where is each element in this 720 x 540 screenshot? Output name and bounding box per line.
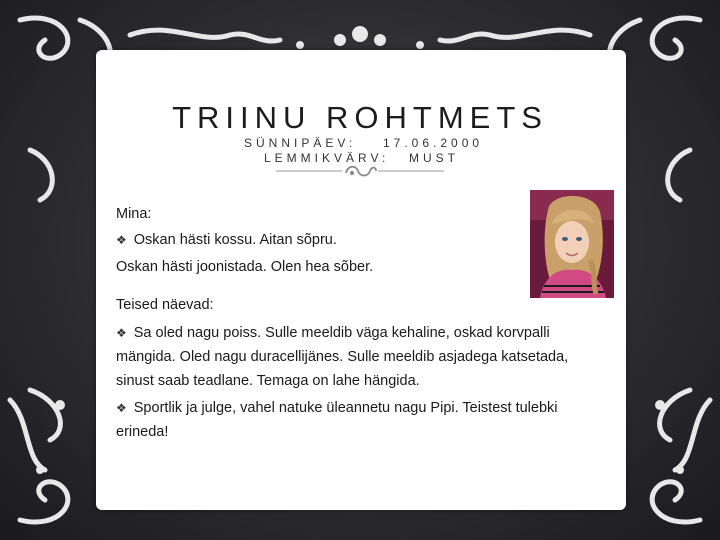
mina-heading: Mina: (116, 206, 152, 222)
favorite-color-value: MUST (409, 151, 459, 165)
list-item (116, 324, 550, 342)
mina-line2: Oskan hästi joonistada. Olen hea sõber. (116, 259, 374, 275)
others-heading: Teised näevad: (116, 297, 214, 313)
diamond-bullet-icon: ❖ (116, 401, 127, 415)
list-item (116, 399, 558, 417)
others-b2-line1: Sportlik ja julge, vahel natuke üleannetu nagu Pipi. Teistest tulebki (133, 400, 558, 416)
list-item (116, 231, 337, 249)
others-b1-line1: Sa oled nagu poiss. Sulle meeldib väga kehaline, oskad korvpalli (133, 325, 550, 341)
birthday-value: 17.06.2000 (383, 136, 484, 150)
diamond-bullet-icon: ❖ (116, 233, 127, 247)
mina-line1: Oskan hästi kossu. Aitan sõpru. (133, 232, 337, 248)
page-title: TRIINU ROHTMETS (172, 100, 548, 135)
favorite-color-label: LEMMIKVÄRV: (264, 151, 390, 165)
others-b2-line2: erineda! (116, 424, 169, 440)
others-b1-line2: mängida. Oled nagu duracellijänes. Sulle meeldib asjadega katsetada, (116, 349, 569, 365)
girl-portrait-photo (530, 190, 614, 298)
birthday-label: SÜNNIPÄEV: (244, 136, 357, 150)
diamond-bullet-icon: ❖ (116, 326, 127, 340)
scroll-divider-icon (276, 162, 444, 180)
others-b1-line3: sinust saab teadlane. Temaga on lahe hängida. (116, 373, 420, 389)
